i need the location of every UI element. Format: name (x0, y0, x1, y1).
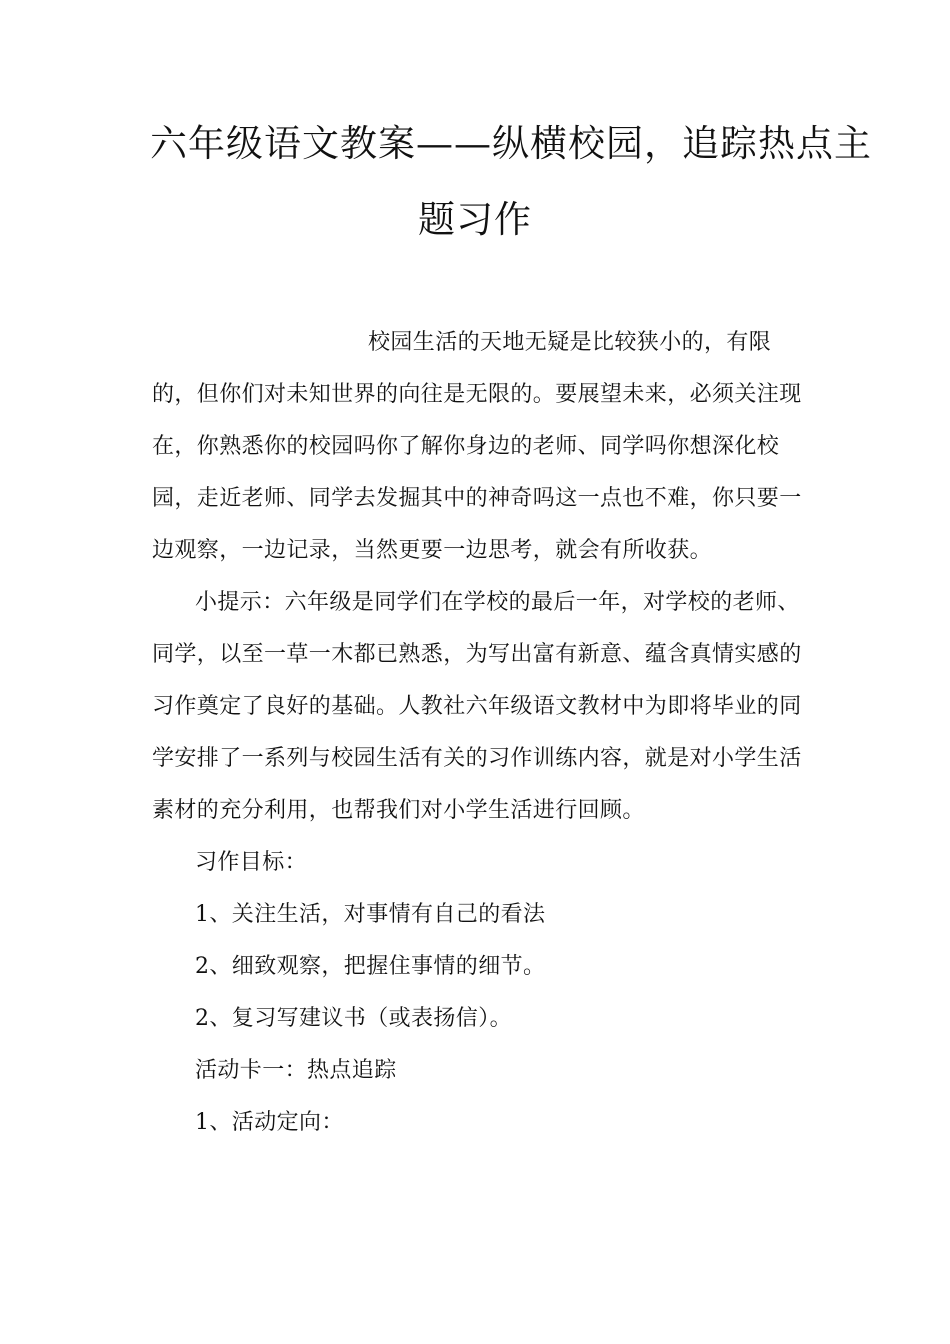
paragraph-line: 的，但你们对未知世界的向往是无限的。要展望未来，必须关注现 (152, 382, 802, 407)
section-heading: 活动卡一：热点追踪 (195, 1058, 397, 1083)
paragraph-line: 边观察，一边记录，当然更要一边思考，就会有所收获。 (152, 538, 713, 563)
section-heading: 习作目标： (195, 850, 308, 875)
paragraph-line: 在，你熟悉你的校园吗你了解你身边的老师、同学吗你想深化校 (152, 434, 780, 459)
paragraph-line: 学安排了一系列与校园生活有关的习作训练内容，就是对小学生活 (152, 746, 802, 771)
document-title-line-1: 六年级语文教案——纵横校园，追踪热点主 (150, 122, 872, 165)
list-item: 1、活动定向： (195, 1110, 344, 1135)
list-item: 1、关注生活，对事情有自己的看法 (195, 902, 546, 927)
paragraph-line: 校园生活的天地无疑是比较狭小的，有限 (368, 330, 772, 355)
paragraph-line: 园，走近老师、同学去发掘其中的神奇吗这一点也不难，你只要一 (152, 486, 802, 511)
list-item: 2、细致观察，把握住事情的细节。 (195, 954, 546, 979)
paragraph-line: 小提示：六年级是同学们在学校的最后一年，对学校的老师、 (195, 590, 800, 615)
paragraph-line: 习作奠定了良好的基础。人教社六年级语文教材中为即将毕业的同 (152, 694, 802, 719)
paragraph-line: 同学，以至一草一木都已熟悉，为写出富有新意、蕴含真情实感的 (152, 642, 802, 667)
paragraph-line: 素材的充分利用，也帮我们对小学生活进行回顾。 (152, 798, 645, 823)
document-title-line-2: 题习作 (418, 198, 532, 241)
list-item: 2、复习写建议书（或表扬信）。 (195, 1006, 512, 1031)
